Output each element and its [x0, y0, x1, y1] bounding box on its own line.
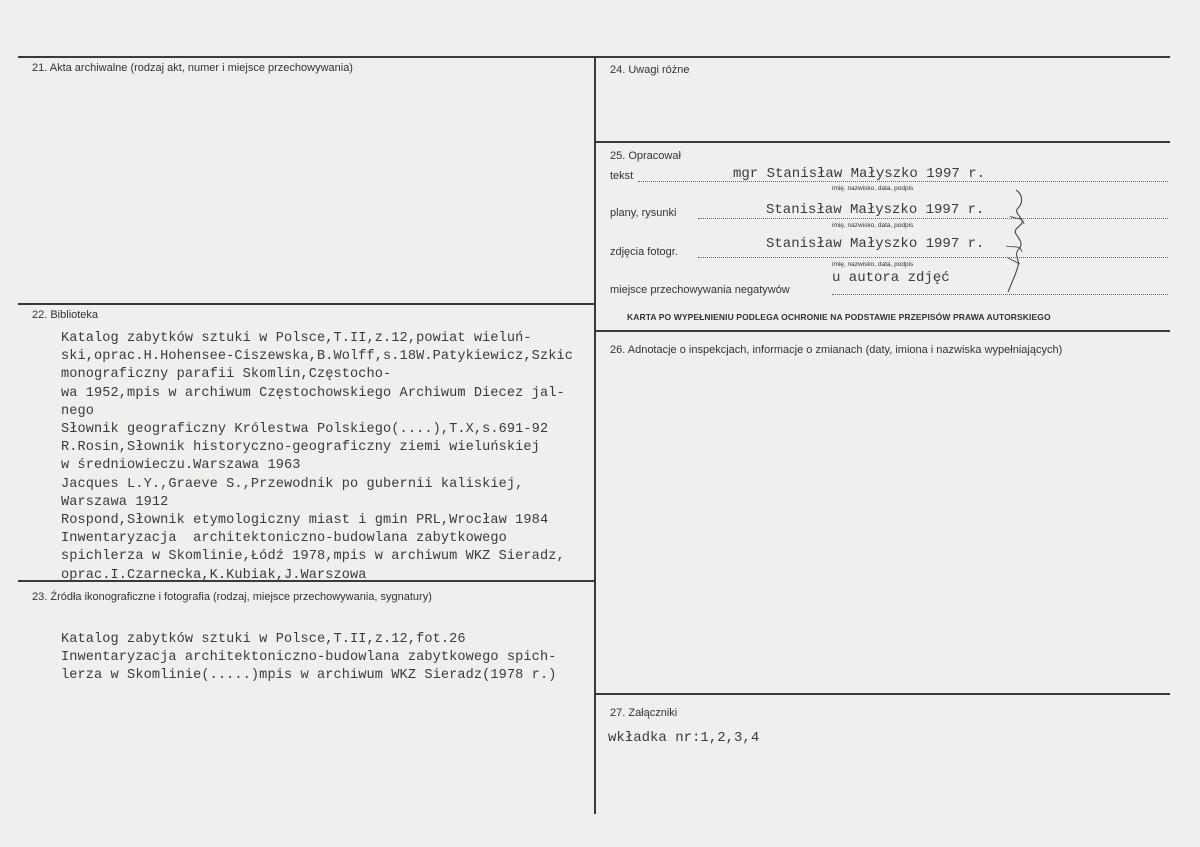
center-divider — [594, 56, 596, 814]
row-plans-value: Stanisław Małyszko 1997 r. — [766, 202, 985, 218]
copyright-notice: KARTA PO WYPEŁNIENIU PODLEGA OCHRONIE NA PODSTAWIE PRZEPISÓW PRAWA AUTORSKIEGO — [627, 312, 1051, 322]
rule-25-26 — [596, 330, 1170, 332]
rule-24-25 — [596, 141, 1170, 143]
row-photos-value: Stanisław Małyszko 1997 r. — [766, 236, 985, 252]
section-22-label: 22. Biblioteka — [32, 309, 99, 321]
section-23-text: Katalog zabytków sztuki w Polsce,T.II,z.12,fot.26 Inwentaryzacja architektoniczno-budowlana zabytkowego spich- lerza w Skomlinie(.....)mpis w archiwum WKZ Sieradz(1978 r.) — [61, 632, 557, 684]
row-plans-label: plany, rysunki — [610, 207, 677, 219]
section-22-text: Katalog zabytków sztuki w Polsce,T.II,z.12,powiat wieluń- ski,oprac.H.Hohensee-Ciszewska,B.Wolff,s.18W.Patykiewicz,Szkic monograficzny parafii Skomlin,Częstocho- wa 1952,mpis w archiwum Częstochowskiego Archiwum Diecez jal- nego Słownik geograficzny Królestwa Polskiego(....),T.X,s.691-92 R.Rosin,Słownik historyczno-geograficzny ziemi wieluńskiej w średniowieczu.Warszawa 1963 Jacques L.Y.,Graeve S.,Przewodnik po gubernii kaliskiej, Warszawa 1912 Rospond,Słownik etymologiczny miast i gmin PRL,Wrocław 1984 Inwentaryzacja architektoniczno-budowlana zabytkowego spichlerza w Skomlinie,Łódź 1978,mpis w archiwum WKZ Sieradz, oprac.I.Czarnecka,K.Kubiak,J.Warszowa — [61, 331, 573, 583]
row-text-hint: imię, nazwisko, data, podpis — [832, 185, 914, 192]
row-photos-label: zdjęcia fotogr. — [610, 246, 678, 258]
section-25-label: 25. Opracował — [610, 150, 681, 162]
section-24-label: 24. Uwagi różne — [610, 64, 690, 76]
section-21-label: 21. Akta archiwalne (rodzaj akt, numer i miejsce przechowywania) — [32, 62, 353, 74]
row-text-label: tekst — [610, 170, 634, 182]
handwritten-signature — [994, 186, 1034, 296]
row-plans-line — [698, 218, 1168, 219]
row-plans-hint: imię, nazwisko, data, podpis — [832, 222, 914, 229]
row-photos-line — [698, 257, 1168, 258]
rule-26-27 — [596, 693, 1170, 695]
section-23-label: 23. Źródła ikonograficzne i fotografia (rodzaj, miejsce przechowywania, sygnatury) — [32, 591, 432, 603]
negatives-value: u autora zdjęć — [832, 270, 950, 286]
section-27-value: wkładka nr:1,2,3,4 — [608, 730, 760, 746]
negatives-label: miejsce przechowywania negatywów — [610, 284, 790, 296]
row-photos-hint: imię, nazwisko, data, podpis — [832, 261, 914, 268]
section-27-label: 27. Załączniki — [610, 707, 678, 719]
row-text-value: mgr Stanisław Małyszko 1997 r. — [733, 166, 986, 182]
rule-21-22 — [18, 303, 595, 305]
section-26-label: 26. Adnotacje o inspekcjach, informacje o zmianach (daty, imiona i nazwiska wypełniających) — [610, 344, 1063, 356]
